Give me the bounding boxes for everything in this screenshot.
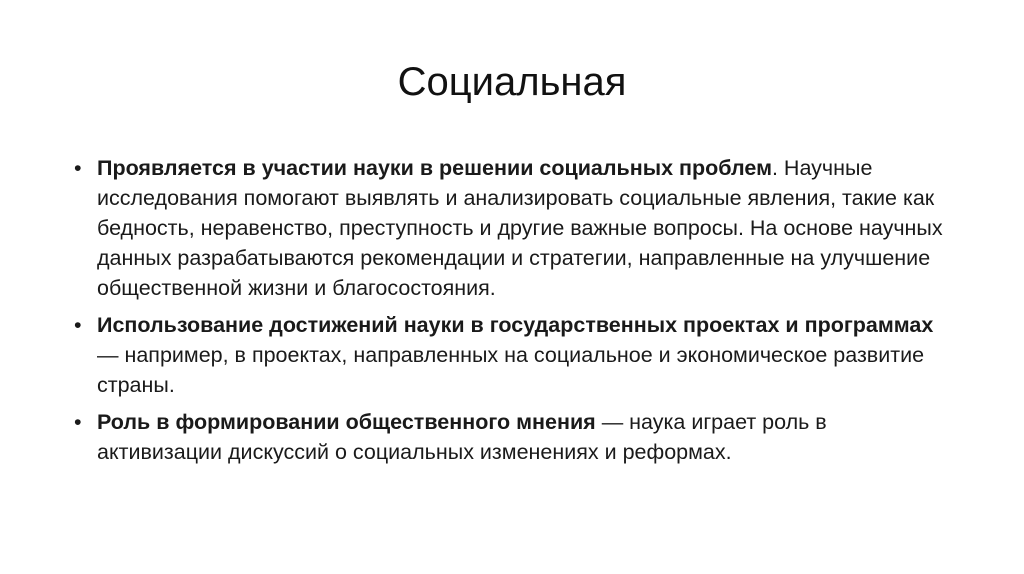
bullet-item [72, 153, 952, 303]
bullet-heading: Проявляется в участии науки в решении социальных проблем [97, 156, 772, 180]
bullet-item [72, 407, 952, 467]
bullet-text: . Научные исследования помогают выявлять и анализировать социальные явления, такие как бедность, неравенство, преступность и другие важные вопросы. На основе научных данных разрабатываются рекомендации и стратегии, направленные на улучшение общественной жизни и благосостояния. [97, 156, 943, 300]
bullet-marker: • [74, 410, 82, 434]
bullet-heading: Роль в формировании общественного мнения [97, 410, 596, 434]
bullet-marker: • [74, 313, 82, 337]
bullet-marker: • [74, 156, 82, 180]
bullet-item [72, 310, 952, 400]
bullet-list [72, 153, 952, 474]
bullet-text: — наука играет роль в активизации дискуссий о социальных изменениях и реформах. [97, 410, 827, 464]
slide-title: Социальная [397, 60, 627, 104]
bullet-heading: Использование достижений науки в государственных проектах и программах [97, 313, 934, 337]
bullet-text: — например, в проектах, направленных на социальное и экономическое развитие страны. [97, 343, 925, 397]
